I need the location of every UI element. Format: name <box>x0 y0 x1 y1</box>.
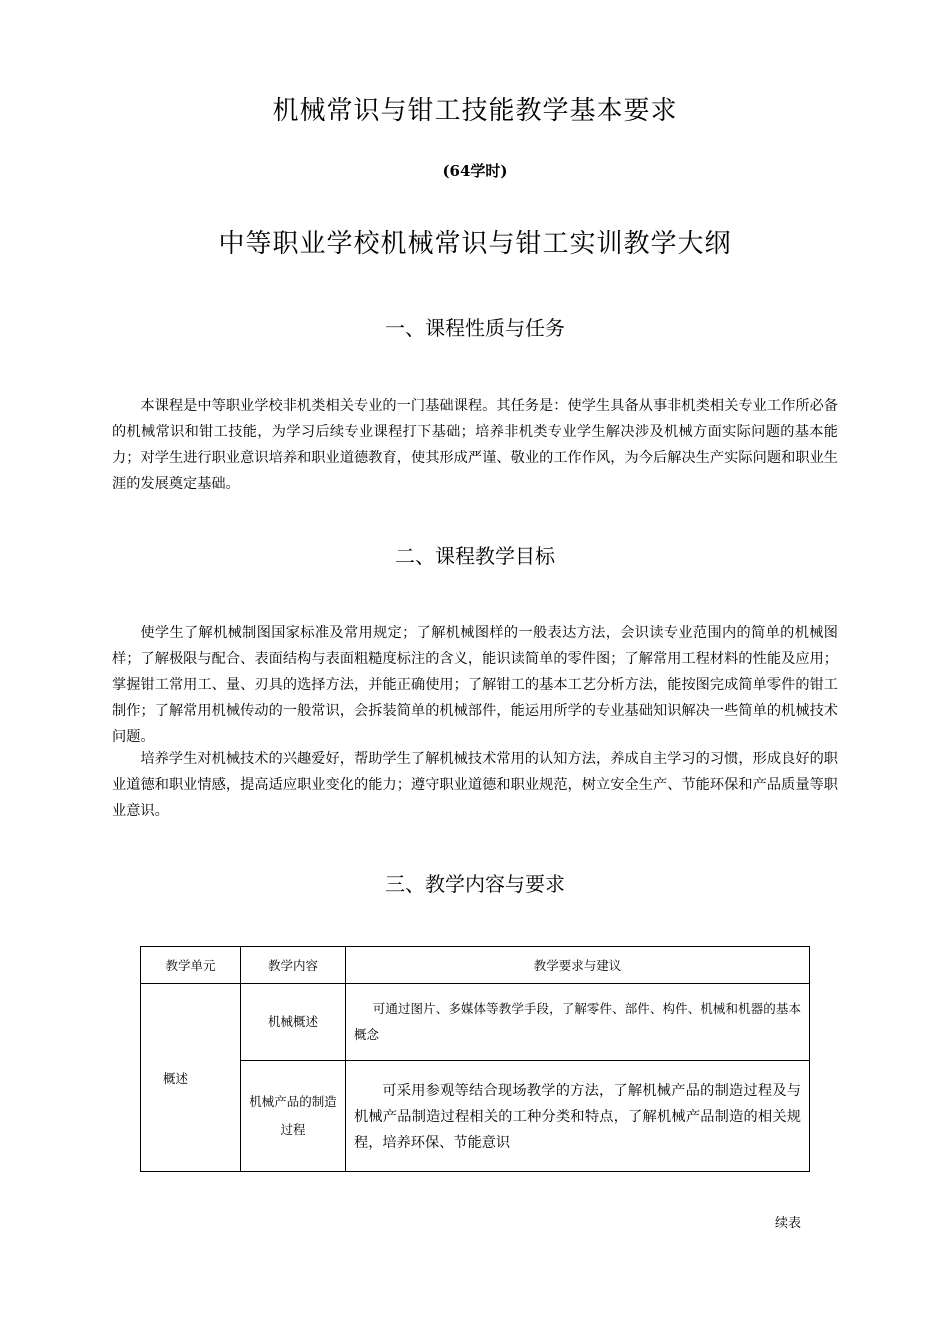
requirement-cell: 可采用参观等结合现场教学的方法，了解机械产品的制造过程及与机械产品制造过程相关的工种分类和特点，了解机械产品制造的相关规程，培养环保、节能意识 <box>346 1061 810 1172</box>
header-unit: 教学单元 <box>141 947 241 984</box>
outline-title: 中等职业学校机械常识与钳工实训教学大纲 <box>218 229 732 259</box>
content-cell: 机械概述 <box>241 984 346 1061</box>
requirement-cell: 可通过图片、多媒体等教学手段，了解零件、部件、构件、机械和机器的基本概念 <box>346 984 810 1061</box>
paragraph-objectives-attitude: 培养学生对机械技术的兴趣爱好，帮助学生了解机械技术常用的认知方法，养成自主学习的习惯，形成良好的职业道德和职业情感，提高适应职业变化的能力；遵守职业道德和职业规范，树立安全生产、节能环保和产品质量等职业意识。 <box>112 751 838 819</box>
paragraph-objectives-knowledge: 使学生了解机械制图国家标准及常用规定；了解机械图样的一般表达方法，会识读专业范围内的简单的机械图样；了解极限与配合、表面结构与表面粗糙度标注的含义，能识读简单的零件图；了解常用工程材料的性能及应用；掌握钳工常用工、量、刃具的选择方法，并能正确使用；了解钳工的基本工艺分析方法，能按图完成简单零件的钳工制作；了解常用机械传动的一般常识，会拆装简单的机械部件，能运用所学的专业基础知识解决一些简单的机械技术问题。 <box>112 625 838 745</box>
continued-label: 续表 <box>775 1216 802 1231</box>
class-hours: (64学时) <box>442 162 508 180</box>
section-heading-nature: 一、课程性质与任务 <box>385 316 565 340</box>
header-content: 教学内容 <box>241 947 346 984</box>
header-requirement: 教学要求与建议 <box>346 947 810 984</box>
table-row <box>141 1061 810 1172</box>
teaching-content-table <box>140 946 810 1172</box>
paragraph-course-nature: 本课程是中等职业学校非机类相关专业的一门基础课程。其任务是：使学生具备从事非机类相关专业工作所必备的机械常识和钳工技能，为学习后续专业课程打下基础；培养非机类专业学生解决涉及机械方面实际问题的基本能力；对学生进行职业意识培养和职业道德教育，使其形成严谨、敬业的工作作风，为今后解决生产实际问题和职业生涯的发展奠定基础。 <box>112 398 838 492</box>
content-cell: 机械产品的制造过程 <box>241 1061 346 1172</box>
section-heading-objectives: 二、课程教学目标 <box>395 544 555 568</box>
document-title: 机械常识与钳工技能教学基本要求 <box>272 96 678 126</box>
unit-cell: 概述 <box>141 984 241 1172</box>
section-heading-content: 三、教学内容与要求 <box>385 872 565 896</box>
table-header-row <box>141 947 810 984</box>
table-row <box>141 984 810 1061</box>
